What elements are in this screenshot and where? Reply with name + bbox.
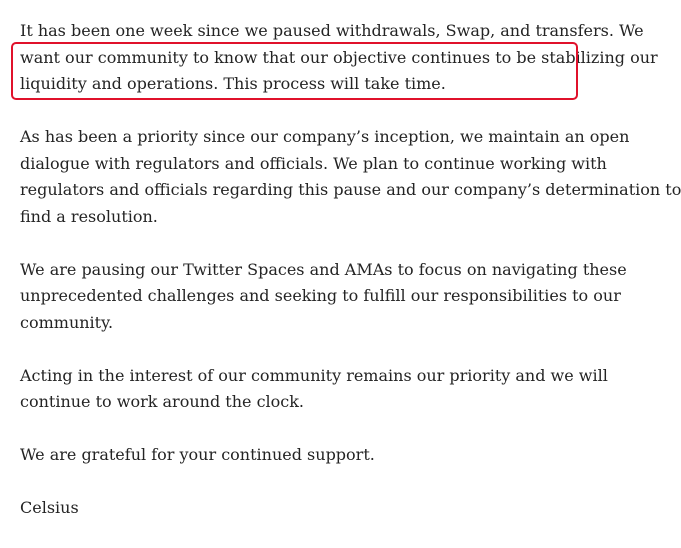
text-line: community. <box>20 312 114 332</box>
paragraph-regulators <box>20 124 681 230</box>
text-line: Acting in the interest of our community remains our priority and we will <box>20 365 608 385</box>
paragraph-twitter-spaces <box>20 257 627 337</box>
text-line: dialogue with regulators and officials. We plan to continue working with <box>20 153 607 173</box>
paragraph-priority <box>20 363 608 416</box>
text-line: As has been a priority since our company’s inception, we maintain an open <box>20 127 630 146</box>
text-line: Celsius <box>20 498 79 517</box>
text-line: regulators and officials regarding this pause and our company’s determination to <box>20 180 681 199</box>
text-line: unprecedented challenges and seeking to fulfill our responsibilities to our <box>20 286 621 305</box>
text-line: It has been one week since we paused withdrawals, Swap, and transfers. We <box>20 21 644 40</box>
text-line: We are pausing our Twitter Spaces and AMAs to focus on navigating these <box>20 259 627 279</box>
paragraph-gratitude <box>20 442 595 469</box>
text-line: We are grateful for your continued support. <box>20 445 375 464</box>
text-line: find a resolution. <box>20 206 158 226</box>
text-line: liquidity and operations. This process will take time. <box>20 74 446 93</box>
text-line: continue to work around the clock. <box>20 392 305 411</box>
text-line: want our community to know that our objective continues to be stabilizing our <box>20 47 658 67</box>
signature <box>20 495 595 522</box>
paragraph-pause-update <box>20 18 658 98</box>
document-body <box>20 18 681 548</box>
